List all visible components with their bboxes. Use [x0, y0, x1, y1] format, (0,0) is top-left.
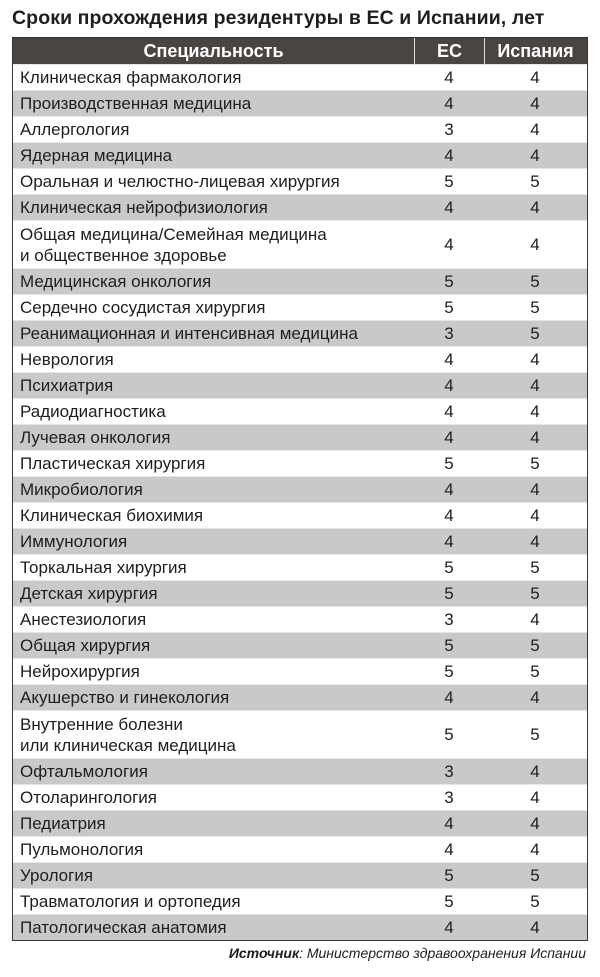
spain-years: 4: [530, 479, 540, 499]
spain-years: 4: [530, 505, 540, 525]
specialty-name: Урология: [20, 866, 94, 885]
specialty-name: Акушерство и гинекология: [20, 688, 230, 707]
eu-years: 5: [444, 271, 454, 291]
table-row: [13, 684, 587, 710]
spain-years: 4: [530, 917, 540, 937]
eu-years: 5: [444, 557, 454, 577]
specialty-name-line2: или клиническая медицина: [20, 735, 236, 755]
specialty-name-line2: и общественное здоровье: [20, 245, 227, 265]
table-row: [13, 758, 587, 784]
spain-years: 4: [530, 427, 540, 447]
spain-years: 5: [530, 171, 540, 191]
table-row: [13, 116, 587, 142]
spain-years: 4: [530, 761, 540, 781]
specialty-cell: [13, 323, 414, 344]
specialty-name: Микробиология: [20, 480, 143, 499]
specialty-name: Травматология и ортопедия: [20, 892, 241, 911]
spain-years: 5: [530, 661, 540, 681]
eu-years: 5: [444, 865, 454, 885]
specialty-name: Отоларингология: [20, 788, 157, 807]
table-row: [13, 372, 587, 398]
specialty-name: Ядерная медицина: [20, 146, 173, 165]
specialty-name: Медицинская онкология: [20, 272, 212, 291]
specialty-name: Анестезиология: [20, 610, 147, 629]
header-eu: ЕС: [414, 38, 484, 64]
table-row: [13, 450, 587, 476]
eu-years: 4: [444, 197, 454, 217]
eu-years: 4: [444, 839, 454, 859]
table-row: [13, 580, 587, 606]
spain-years: 4: [530, 67, 540, 87]
specialty-name: Радиодиагностика: [20, 402, 166, 421]
eu-years: 5: [444, 635, 454, 655]
table-row: [13, 346, 587, 372]
specialty-cell: [13, 609, 414, 630]
residency-table: [12, 37, 588, 941]
eu-years: 4: [444, 234, 454, 254]
specialty-name: Пульмонология: [20, 840, 144, 859]
specialty-name: Общая медицина/Семейная медицина: [20, 224, 327, 244]
table-row: [13, 836, 587, 862]
specialty-cell: [13, 813, 414, 834]
eu-years: 5: [444, 724, 454, 744]
spain-years: 5: [530, 271, 540, 291]
table-row: [13, 64, 587, 90]
table-row: [13, 502, 587, 528]
specialty-cell: [13, 865, 414, 886]
specialty-name: Аллергология: [20, 120, 130, 139]
eu-years: 3: [444, 787, 454, 807]
table-row: [13, 862, 587, 888]
specialty-cell: [13, 635, 414, 656]
spain-years: 4: [530, 687, 540, 707]
table-row: [13, 606, 587, 632]
table-row: [13, 476, 587, 502]
specialty-cell: [13, 714, 414, 756]
specialty-name: Офтальмология: [20, 762, 148, 781]
specialty-cell: [13, 917, 414, 938]
specialty-name: Неврология: [20, 350, 114, 369]
spain-years: 5: [530, 297, 540, 317]
source-label: Источник: [228, 945, 300, 961]
table-row: [13, 784, 587, 810]
specialty-name: Психиатрия: [20, 376, 114, 395]
specialty-cell: [13, 687, 414, 708]
eu-years: 4: [444, 427, 454, 447]
spain-years: 4: [530, 401, 540, 421]
table-row: [13, 90, 587, 116]
eu-years: 3: [444, 323, 454, 343]
specialty-cell: [13, 661, 414, 682]
specialty-cell: [13, 271, 414, 292]
table-row: [13, 294, 587, 320]
table-row: [13, 914, 587, 940]
table-row: [13, 320, 587, 346]
eu-years: 4: [444, 375, 454, 395]
table-row: [13, 398, 587, 424]
eu-years: 4: [444, 687, 454, 707]
specialty-name: Торкальная хирургия: [20, 558, 187, 577]
eu-years: 4: [444, 67, 454, 87]
eu-years: 4: [444, 479, 454, 499]
spain-years: 4: [530, 787, 540, 807]
specialty-cell: [13, 427, 414, 448]
specialty-cell: [13, 583, 414, 604]
spain-years: 4: [530, 119, 540, 139]
specialty-cell: [13, 453, 414, 474]
spain-years: 5: [530, 557, 540, 577]
specialty-name: Пластическая хирургия: [20, 454, 206, 473]
spain-years: 5: [530, 323, 540, 343]
table-row: [13, 810, 587, 836]
specialty-cell: [13, 297, 414, 318]
specialty-name: Сердечно сосудистая хирургия: [20, 298, 266, 317]
specialty-name: Иммунология: [20, 532, 128, 551]
specialty-cell: [13, 891, 414, 912]
spain-years: 5: [530, 583, 540, 603]
specialty-name: Детская хирургия: [20, 584, 158, 603]
eu-years: 5: [444, 583, 454, 603]
specialty-cell: [13, 761, 414, 782]
eu-years: 4: [444, 813, 454, 833]
specialty-cell: [13, 375, 414, 396]
eu-years: 4: [444, 505, 454, 525]
table-row: [13, 268, 587, 294]
eu-years: 3: [444, 761, 454, 781]
spain-years: 4: [530, 813, 540, 833]
specialty-name: Патологическая анатомия: [20, 918, 227, 937]
specialty-name: Производственная медицина: [20, 94, 252, 113]
eu-years: 5: [444, 297, 454, 317]
eu-years: 5: [444, 453, 454, 473]
eu-years: 3: [444, 119, 454, 139]
specialty-cell: [13, 197, 414, 218]
specialty-cell: [13, 145, 414, 166]
specialty-name: Клиническая нейрофизиология: [20, 198, 268, 217]
table-title: Сроки прохождения резидентуры в ЕС и Испании, лет: [12, 7, 545, 29]
specialty-name: Клиническая фармакология: [20, 68, 242, 87]
specialty-name: Клиническая биохимия: [20, 506, 204, 525]
eu-years: 4: [444, 401, 454, 421]
table-header: [13, 38, 587, 64]
spain-years: 5: [530, 724, 540, 744]
eu-years: 5: [444, 171, 454, 191]
spain-years: 5: [530, 635, 540, 655]
source-text: : Министерство здравоохранения Испании: [299, 945, 586, 961]
header-spain: Испания: [484, 38, 586, 64]
table-row: [13, 142, 587, 168]
specialty-cell: [13, 171, 414, 192]
table-row: [13, 220, 587, 268]
specialty-name: Педиатрия: [20, 814, 106, 833]
specialty-cell: [13, 119, 414, 140]
eu-years: 3: [444, 609, 454, 629]
table-row: [13, 632, 587, 658]
eu-years: 5: [444, 891, 454, 911]
specialty-cell: [13, 93, 414, 114]
spain-years: 5: [530, 865, 540, 885]
eu-years: 4: [444, 93, 454, 113]
specialty-cell: [13, 557, 414, 578]
table-row: [13, 528, 587, 554]
table-row: [13, 194, 587, 220]
spain-years: 4: [530, 349, 540, 369]
table-row: [13, 888, 587, 914]
specialty-cell: [13, 531, 414, 552]
specialty-name: Оральная и челюстно-лицевая хирургия: [20, 172, 340, 191]
table-row: [13, 168, 587, 194]
spain-years: 4: [530, 93, 540, 113]
spain-years: 4: [530, 531, 540, 551]
specialty-cell: [13, 401, 414, 422]
source-note: [0, 944, 586, 962]
spain-years: 4: [530, 609, 540, 629]
specialty-name: Общая хирургия: [20, 636, 151, 655]
eu-years: 4: [444, 917, 454, 937]
header-specialty: Специальность: [143, 41, 284, 61]
spain-years: 5: [530, 453, 540, 473]
specialty-cell: [13, 787, 414, 808]
eu-years: 4: [444, 349, 454, 369]
specialty-cell: [13, 505, 414, 526]
eu-years: 4: [444, 145, 454, 165]
table-row: [13, 710, 587, 758]
spain-years: 4: [530, 375, 540, 395]
specialty-cell: [13, 839, 414, 860]
specialty-name: Нейрохирургия: [20, 662, 140, 681]
specialty-name: Реанимационная и интенсивная медицина: [20, 324, 358, 343]
specialty-cell: [13, 224, 414, 266]
table-row: [13, 658, 587, 684]
eu-years: 4: [444, 531, 454, 551]
spain-years: 5: [530, 891, 540, 911]
specialty-cell: [13, 479, 414, 500]
spain-years: 4: [530, 234, 540, 254]
specialty-cell: [13, 67, 414, 88]
spain-years: 4: [530, 145, 540, 165]
spain-years: 4: [530, 839, 540, 859]
specialty-name: Внутренние болезни: [20, 714, 183, 734]
eu-years: 5: [444, 661, 454, 681]
table-body: [13, 64, 587, 940]
specialty-name: Лучевая онкология: [20, 428, 171, 447]
specialty-cell: [13, 349, 414, 370]
spain-years: 4: [530, 197, 540, 217]
table-row: [13, 554, 587, 580]
table-row: [13, 424, 587, 450]
